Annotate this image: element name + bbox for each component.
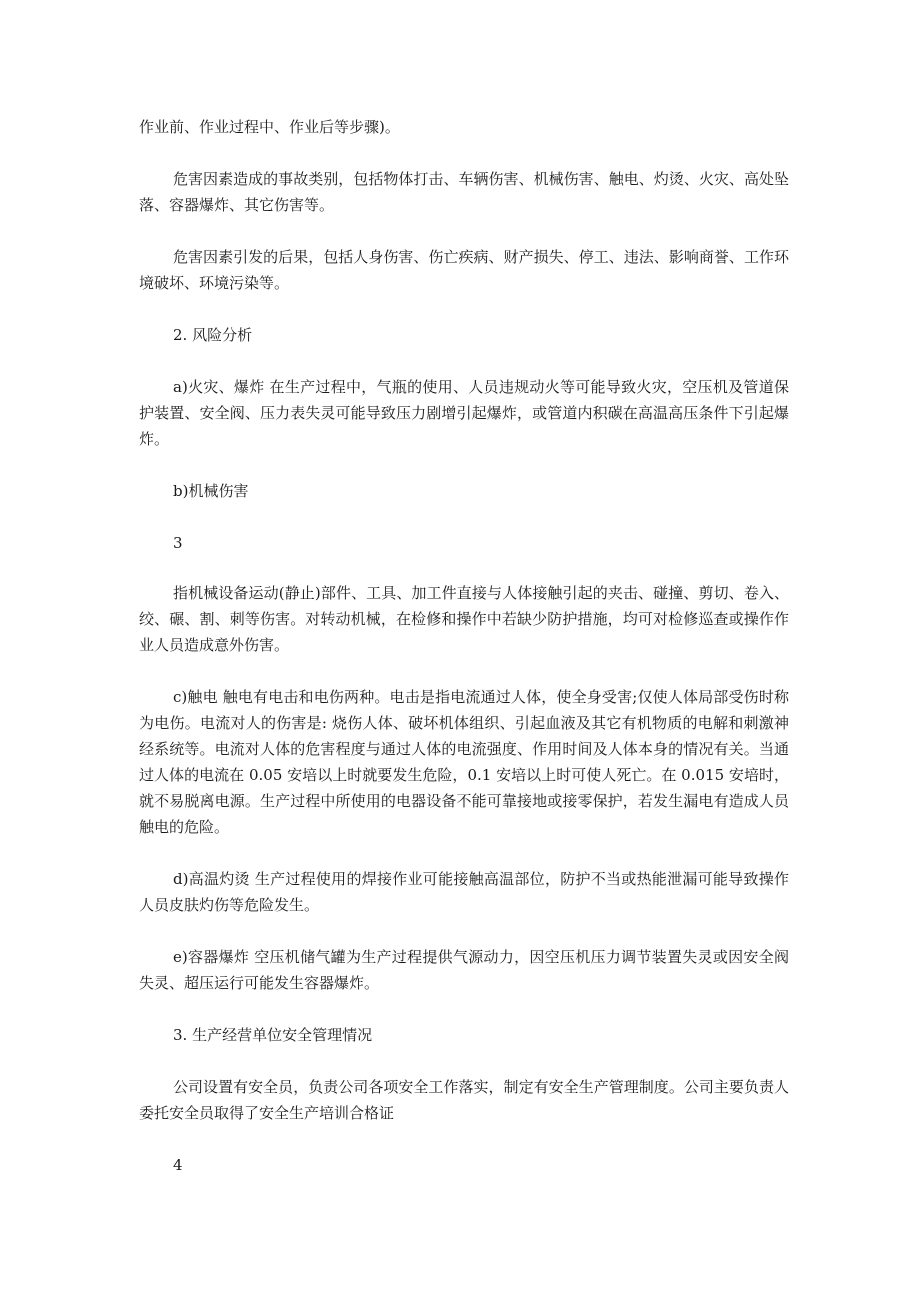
paragraph-safety-management: 公司设置有安全员，负责公司各项安全工作落实，制定有安全生产管理制度。公司主要负责人委托安全员取得了安全生产培训合格证 <box>139 1078 789 1122</box>
paragraph-fire-explosion: a)火灾、爆炸 在生产过程中，气瓶的使用、人员违规动火等可能导致火灾，空压机及管道保护装置、安全阀、压力表失灵可能导致压力剧增引起爆炸，或管道内积碳在高温高压条件下引起爆炸。 <box>139 378 789 448</box>
paragraph-electric-shock: c)触电 触电有电击和电伤两种。电击是指电流通过人体，使全身受害;仅使人体局部受伤时称为电伤。电流对人的伤害是: 烧伤人体、破坏机体组织、引起血液及其它有机物质的电解和刺激神经系统等。电流对人体的危害程度与通过人体的电流强度、作用时间及人体本身的情况有关。当通过人体的电流在 0.05 安培以上时就要发生危险，0.1 安培以上时可使人死亡。在 0.015 安培时，就不易脱离电源。生产过程中所使用的电器设备不能可靠接地或接零保护，若发生漏电有造成人员触电的危险。 <box>139 688 789 836</box>
paragraph-steps-continued: 作业前、作业过程中、作业后等步骤)。 <box>139 118 400 136</box>
page-number-4: 4 <box>173 1156 183 1174</box>
paragraph-consequences: 危害因素引发的后果，包括人身伤害、伤亡疾病、财产损失、停工、违法、影响商誉、工作环境破坏、环境污染等。 <box>139 248 789 292</box>
subheading-mechanical-injury: b)机械伤害 <box>173 482 249 500</box>
page-number-3: 3 <box>173 534 183 552</box>
paragraph-high-temperature-burn: d)高温灼烫 生产过程使用的焊接作业可能接触高温部位，防护不当或热能泄漏可能导致操作人员皮肤灼伤等危险发生。 <box>139 870 789 914</box>
paragraph-vessel-explosion: e)容器爆炸 空压机储气罐为生产过程提供气源动力，因空压机压力调节装置失灵或因安全阀失灵、超压运行可能发生容器爆炸。 <box>139 948 789 992</box>
paragraph-mechanical-injury: 指机械设备运动(静止)部件、工具、加工件直接与人体接触引起的夹击、碰撞、剪切、卷入、绞、碾、割、刺等伤害。对转动机械，在检修和操作中若缺少防护措施，均可对检修巡查或操作作业人员造成意外伤害。 <box>139 584 789 654</box>
section-heading-safety-management: 3. 生产经营单位安全管理情况 <box>173 1026 373 1044</box>
paragraph-accident-categories: 危害因素造成的事故类别，包括物体打击、车辆伤害、机械伤害、触电、灼烫、火灾、高处坠落、容器爆炸、其它伤害等。 <box>139 170 789 214</box>
section-heading-risk-analysis: 2. 风险分析 <box>173 326 253 344</box>
